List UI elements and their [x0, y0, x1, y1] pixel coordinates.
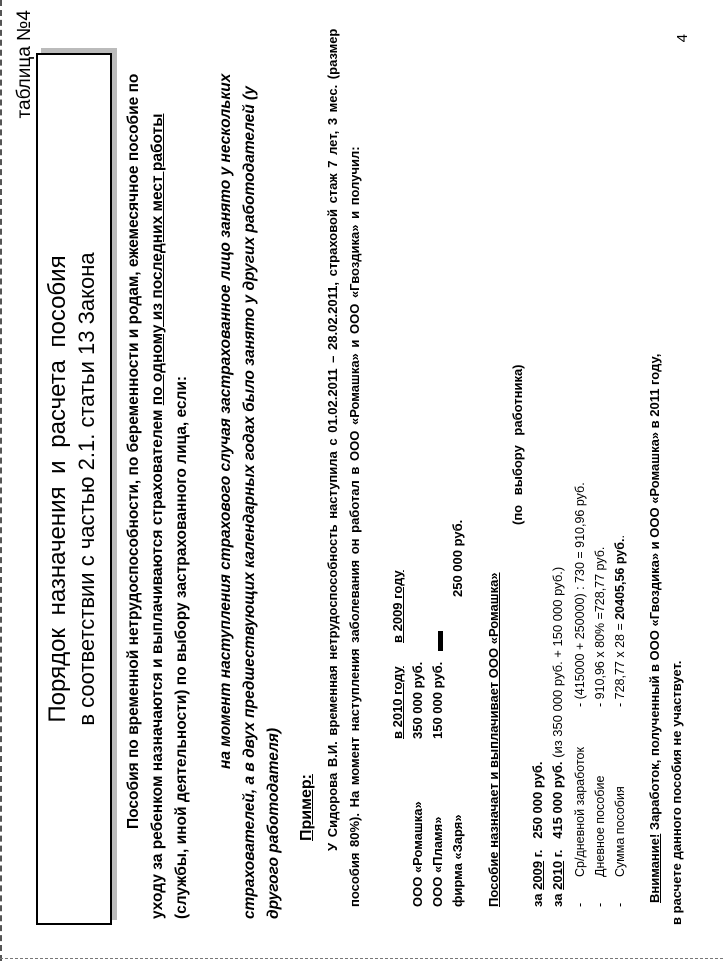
table-number: таблица №4	[14, 10, 35, 119]
earnings-value: 250 000 руб.	[530, 761, 545, 839]
year-2009-column	[388, 520, 468, 643]
calc-label: Ср/дневной заработок	[573, 747, 587, 877]
earnings-prefix: за	[550, 889, 565, 907]
earnings-prefix: за	[530, 889, 545, 907]
calc-value: - (415000 + 250000) : 730 = 910,96 руб.	[573, 482, 587, 707]
title-box	[36, 53, 112, 925]
title-line-2: в соответствии с частью 2.1. статьи 13 Закона	[74, 252, 99, 726]
earnings-suffix: г.	[550, 849, 565, 861]
year-2010-column	[388, 662, 448, 739]
earnings-year: 2010	[550, 860, 565, 890]
year-2010-value: 150 000 руб.	[430, 661, 445, 739]
intro-paragraph	[122, 39, 194, 919]
calc-label: Дневное пособие	[593, 775, 607, 877]
title-line-1: Порядок назначения и расчета пособия	[44, 255, 71, 723]
example-text: У Сидорова В.И. временная нетрудоспособность наступила с 01.02.2011 – 28.02.2011, страховой стаж 7 лет, 3 мес. (размер пособия 80%). На момент наступления заболевания он работал в ООО «Ромашка» и ООО «Гвоздика» и получил:	[325, 28, 362, 907]
calc-dash: -	[593, 902, 607, 907]
attention-heading: Внимание!	[647, 833, 662, 903]
earnings-suffix: г.	[530, 849, 545, 861]
calc-final-dot: .	[613, 535, 627, 539]
calc-value-text: - 728,77 х 28 =	[613, 619, 627, 707]
earnings-note: (из 350 000 руб. + 150 000 руб.)	[550, 566, 565, 758]
page-number: 4	[674, 34, 691, 43]
calc-label: Сумма пособия	[613, 786, 627, 877]
calc-value: - 910,96 х 80% =728,77 руб.	[593, 546, 607, 707]
calc-dash: -	[613, 902, 627, 907]
choice-line: (по выбору работника)	[510, 364, 525, 525]
earnings-row-2010	[548, 567, 568, 907]
intro-end: (службы, иной деятельности) по выбору застрахованного лица, если:	[173, 375, 190, 919]
company-list	[408, 801, 468, 907]
earnings-value: 415 000 руб.	[550, 761, 565, 839]
company-item: фирма «Заря»	[450, 814, 465, 907]
intro-underlined: по одному из последних мест работы	[149, 113, 166, 406]
earnings-year: 2009	[530, 860, 545, 890]
year-2010-value: 350 000 руб.	[410, 661, 425, 739]
calc-value	[610, 535, 630, 707]
condition-text: на момент наступления страхового случая застрахованное лицо занято у нескольких страхователей, а в двух предшествующих календарных годах было занято у других работодателей (у другого работодателя)	[217, 73, 282, 919]
example-heading: Пример:	[298, 774, 315, 841]
year-2009-value: 250 000 руб.	[450, 519, 465, 597]
attention-text: Заработок, полученный в ООО «Гвоздика» и ООО «Ромашка» в 2011 году,	[647, 353, 662, 834]
year-2010-label: в 2010 году	[390, 666, 405, 739]
payer-line: Пособие назначает и выплачивает ООО «Ромашка»	[486, 572, 501, 907]
company-item: ООО «Пламя»	[430, 816, 445, 907]
earnings-row-2009	[528, 567, 548, 907]
calc-dash: -	[573, 902, 587, 907]
attention-text-2: в расчете данного пособия не участвует.	[669, 660, 684, 925]
year-2009-label: в 2009 году	[390, 570, 405, 643]
intro-text: Пособия по временной нетрудоспособности, по беременности и родам, ежемесячное пособие по уходу за ребенком назначаются и выплачиваются страхователем	[125, 73, 166, 919]
dashed-border-left	[0, 958, 723, 959]
earnings-block	[528, 567, 568, 907]
dashed-border-top	[0, 0, 2, 961]
benefit-total: 20405,56 руб.	[613, 538, 627, 620]
company-item: ООО «Ромашка»	[410, 801, 425, 907]
attention-note	[644, 25, 688, 925]
